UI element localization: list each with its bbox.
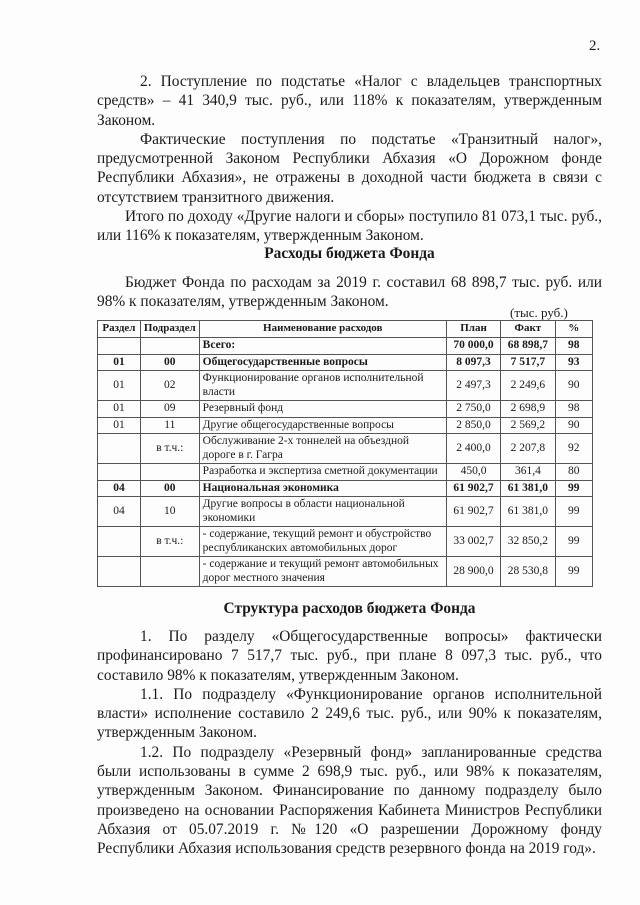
cell-name: Резервный фонд <box>199 401 446 418</box>
cell-name: Другие вопросы в области национальной экономики <box>199 497 446 527</box>
cell-podrazdel: в т.ч.: <box>140 527 199 557</box>
cell-name: - содержание, текущий ремонт и обустройство республиканских автомобильных дорог <box>199 527 446 557</box>
paragraph-transport-tax: 2. Поступление по подстатье «Налог с владельцев транспортных средств» – 41 340,9 тыс. руб., или 118% к показателям, утвержденным Законом. <box>97 73 602 129</box>
cell-podrazdel <box>140 464 199 481</box>
cell-plan: 28 900,0 <box>446 557 500 587</box>
cell-plan: 61 902,7 <box>446 497 500 527</box>
income-text <box>97 72 602 246</box>
table-row-total <box>98 338 593 355</box>
cell-fakt: 2 569,2 <box>501 417 555 434</box>
cell-pct: 99 <box>555 497 592 527</box>
table-row <box>98 417 593 434</box>
cell-razdel: 01 <box>98 371 141 401</box>
cell-plan: 2 750,0 <box>446 401 500 418</box>
table-row <box>98 557 593 587</box>
paragraph-general-issues: 1. По разделу «Общегосударственные вопросы» фактически профинансировано 7 517,7 тыс. руб., при плане 8 097,3 тыс. руб., что составило 98% к показателям, утвержденным Законом. <box>97 628 602 684</box>
header-name: Наименование расходов <box>199 321 446 338</box>
table-row <box>98 480 593 497</box>
cell-pct: 80 <box>555 464 592 481</box>
cell-name: Функционирование органов исполнительной власти <box>199 371 446 401</box>
paragraph-expenses-summary: Бюджет Фонда по расходам за 2019 г. составил 68 898,7 тыс. руб. или 98% к показателям, утвержденным Законом. <box>97 274 602 311</box>
cell-razdel <box>98 434 141 464</box>
header-fakt: Факт <box>501 321 555 338</box>
cell-pct: 98 <box>555 338 592 355</box>
cell-pct: 99 <box>555 557 592 587</box>
cell-plan: 61 902,7 <box>446 480 500 497</box>
structure-heading: Структура расходов бюджета Фонда <box>223 600 476 617</box>
cell-podrazdel: 00 <box>140 480 199 497</box>
cell-razdel <box>98 464 141 481</box>
cell-plan: 450,0 <box>446 464 500 481</box>
cell-pct: 90 <box>555 417 592 434</box>
cell-podrazdel: 00 <box>140 354 199 371</box>
page-number: 2. <box>589 38 601 54</box>
cell-fakt: 32 850,2 <box>501 527 555 557</box>
cell-fakt: 68 898,7 <box>501 338 555 355</box>
cell-plan: 2 850,0 <box>446 417 500 434</box>
header-pct: % <box>555 321 592 338</box>
cell-fakt: 7 517,7 <box>501 354 555 371</box>
cell-fakt: 28 530,8 <box>501 557 555 587</box>
cell-razdel: 01 <box>98 401 141 418</box>
cell-name: Другие общегосударственные вопросы <box>199 417 446 434</box>
table-row <box>98 434 593 464</box>
cell-pct: 99 <box>555 527 592 557</box>
table-header-row <box>98 321 593 338</box>
cell-name: Национальная экономика <box>199 480 446 497</box>
unit-label: (тыс. руб.) <box>510 305 568 320</box>
cell-podrazdel: 02 <box>140 371 199 401</box>
cell-razdel <box>98 557 141 587</box>
table-row <box>98 354 593 371</box>
cell-pct: 90 <box>555 371 592 401</box>
cell-podrazdel: 10 <box>140 497 199 527</box>
expenses-heading: Расходы бюджета Фонда <box>264 245 435 262</box>
cell-plan: 70 000,0 <box>446 338 500 355</box>
cell-fakt: 61 381,0 <box>501 497 555 527</box>
table-row <box>98 497 593 527</box>
cell-plan: 33 002,7 <box>446 527 500 557</box>
table-row <box>98 527 593 557</box>
table-row <box>98 464 593 481</box>
cell-podrazdel <box>140 557 199 587</box>
cell-fakt: 2 698,9 <box>501 401 555 418</box>
cell-podrazdel: 11 <box>140 417 199 434</box>
cell-razdel: 04 <box>98 480 141 497</box>
cell-razdel: 04 <box>98 497 141 527</box>
cell-razdel <box>98 338 141 355</box>
header-podrazdel: Подраздел <box>140 321 199 338</box>
table-row <box>98 401 593 418</box>
cell-fakt: 61 381,0 <box>501 480 555 497</box>
cell-pct: 93 <box>555 354 592 371</box>
header-plan: План <box>446 321 500 338</box>
cell-pct: 92 <box>555 434 592 464</box>
cell-razdel: 01 <box>98 417 141 434</box>
cell-fakt: 2 207,8 <box>501 434 555 464</box>
table-row <box>98 371 593 401</box>
cell-name: Общегосударственные вопросы <box>199 354 446 371</box>
cell-plan: 8 097,3 <box>446 354 500 371</box>
cell-podrazdel: в т.ч.: <box>140 434 199 464</box>
header-razdel: Раздел <box>98 321 141 338</box>
cell-podrazdel <box>140 338 199 355</box>
cell-name: Всего: <box>199 338 446 355</box>
cell-plan: 2 400,0 <box>446 434 500 464</box>
paragraph-executive-bodies: 1.1. По подразделу «Функционирование органов исполнительной власти» исполнение составило 2 249,6 тыс. руб., или 90% к показателям, утвержденным Законом. <box>97 685 602 742</box>
cell-razdel: 01 <box>98 354 141 371</box>
paragraph-transit-tax: Фактические поступления по подстатье «Транзитный налог», предусмотренной Законом Республики Абхазия «О Дорожном фонде Республики Абхазия», не отражены в доходной части бюджета в связи с отсутствием транзитного движения. <box>97 130 602 206</box>
structure-text <box>97 627 602 859</box>
paragraph-other-taxes-total: Итого по доходу «Другие налоги и сборы» поступило 81 073,1 тыс. руб., или 116% к показателям, утвержденным Законом. <box>97 208 602 245</box>
cell-plan: 2 497,3 <box>446 371 500 401</box>
cell-podrazdel: 09 <box>140 401 199 418</box>
cell-name: - содержание и текущий ремонт автомобильных дорог местного значения <box>199 557 446 587</box>
cell-name: Обслуживание 2-х тоннелей на объездной дороге в г. Гагра <box>199 434 446 464</box>
expenses-table <box>97 320 593 587</box>
cell-name: Разработка и экспертиза сметной документации <box>199 464 446 481</box>
cell-razdel <box>98 527 141 557</box>
cell-fakt: 2 249,6 <box>501 371 555 401</box>
cell-pct: 98 <box>555 401 592 418</box>
cell-fakt: 361,4 <box>501 464 555 481</box>
cell-pct: 99 <box>555 480 592 497</box>
paragraph-reserve-fund: 1.2. По подразделу «Резервный фонд» запланированные средства были использованы в сумме 2 698,9 тыс. руб., или 98% к показателям, утвержденным Законом. Финансирование по данному подразделу было произведено на основании Распоряжения Кабинета Министров Республики Абхазия от 05.07.2019 г. №120 «О разрешении Дорожному фонду Республики Абхазия использования средств резервного фонда на 2019 год». <box>97 743 602 858</box>
